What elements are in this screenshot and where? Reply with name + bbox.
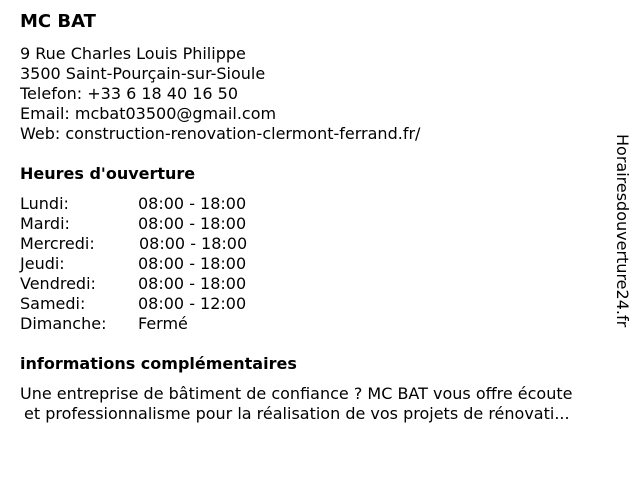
phone-number: Telefon: +33 6 18 40 16 50 [20, 84, 239, 103]
business-name: MC BAT [20, 11, 96, 32]
hours-day-label: Mercredi: [20, 234, 95, 253]
hours-day-label: Samedi: [20, 294, 86, 313]
address-city: 3500 Saint-Pourçain-sur-Sioule [20, 64, 266, 83]
hours-time-value: 08:00 - 18:00 [138, 214, 247, 233]
hours-day-label: Jeudi: [20, 254, 65, 273]
additional-info-heading: informations complémentaires [20, 354, 297, 373]
hours-time-value: 08:00 - 18:00 [138, 194, 247, 213]
hours-day-label: Mardi: [20, 214, 70, 233]
opening-hours-heading: Heures d'ouverture [20, 164, 196, 183]
hours-day-label: Dimanche: [20, 314, 107, 333]
hours-time-value: Fermé [138, 314, 188, 333]
website-link[interactable]: Web: construction-renovation-clermont-ferrand.fr/ [20, 124, 421, 143]
hours-time-value: 08:00 - 12:00 [138, 294, 247, 313]
hours-time-value: 08:00 - 18:00 [139, 234, 248, 253]
hours-time-value: 08:00 - 18:00 [138, 274, 247, 293]
business-description [20, 384, 630, 424]
site-brand-vertical: Horairesdouverture24.fr [613, 134, 632, 328]
email-address: Email: mcbat03500@gmail.com [20, 104, 277, 123]
description-line: et professionnalisme pour la réalisation de vos projets de rénovati... [24, 404, 570, 423]
description-line: Une entreprise de bâtiment de confiance ? MC BAT vous offre écoute [20, 384, 573, 403]
hours-day-label: Vendredi: [20, 274, 96, 293]
hours-time-value: 08:00 - 18:00 [138, 254, 247, 273]
hours-day-label: Lundi: [20, 194, 69, 213]
address-street: 9 Rue Charles Louis Philippe [20, 44, 246, 63]
contact-block [20, 44, 420, 144]
